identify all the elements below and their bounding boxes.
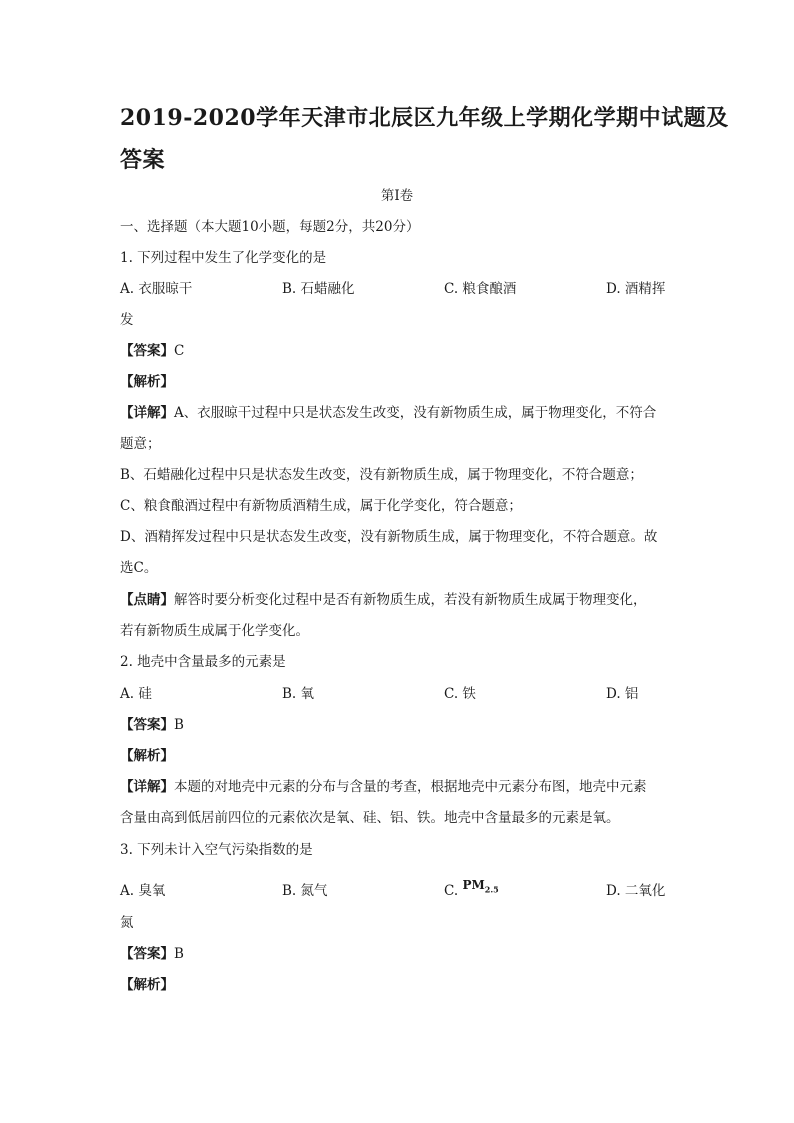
point-text: 解答时要分析变化过程中是否有新物质生成，若没有新物质生成属于物理变化， [174, 592, 647, 608]
volume-heading: 第Ⅰ卷 [380, 188, 414, 204]
q1-answer [120, 341, 184, 361]
q1-point-line2: 若有新物质生成属于化学变化。 [120, 623, 309, 639]
q1-stem: 1. 下列过程中发生了化学变化的是 [120, 250, 327, 266]
q2-option-b: B. 氧 [282, 686, 315, 702]
section-heading: 一、选择题（本大题10小题，每题2分，共20分） [120, 219, 420, 235]
q1-detail-line1 [120, 403, 656, 423]
answer-value: C [174, 343, 185, 359]
q2-analysis-tag: 【解析】 [120, 748, 174, 764]
option-c-prefix: C. [444, 883, 459, 899]
detail-tag: 【详解】 [120, 779, 174, 795]
q1-option-b: B. 石蜡融化 [282, 281, 355, 297]
q2-option-a: A. 硅 [120, 686, 152, 702]
q2-option-d: D. 铝 [606, 686, 639, 702]
q1-detail-line4: C、粮食酿酒过程中有新物质酒精生成，属于化学变化，符合题意； [120, 498, 522, 514]
q1-option-d: D. 酒精挥 [606, 281, 666, 297]
q3-answer [120, 944, 184, 964]
q3-option-d: D. 二氧化 [606, 883, 666, 899]
q1-option-c: C. 粮食酿酒 [444, 281, 517, 297]
document-title-line1: 2019-2020学年天津市北辰区九年级上学期化学期中试题及 [120, 105, 729, 131]
q1-detail-line2: 题意； [120, 436, 161, 452]
q2-detail-line1 [120, 777, 647, 797]
q3-option-b: B. 氮气 [282, 883, 328, 899]
q3-option-c [444, 878, 499, 905]
q1-point-line1 [120, 590, 647, 610]
pm25-formula [462, 875, 498, 899]
q1-detail-line5: D、酒精挥发过程中只是状态发生改变，没有新物质生成，属于物理变化，不符合题意。故 [120, 529, 658, 545]
q3-option-d-continued: 氮 [120, 915, 134, 931]
pm-subscript: 2.5 [484, 884, 499, 895]
detail-text: 本题的对地壳中元素的分布与含量的考查，根据地壳中元素分布图，地壳中元素 [174, 779, 647, 795]
answer-tag: 【答案】 [120, 343, 174, 359]
detail-text: A、衣服晾干过程中只是状态发生改变，没有新物质生成，属于物理变化，不符合 [174, 405, 657, 421]
q3-stem: 3. 下列未计入空气污染指数的是 [120, 842, 313, 858]
answer-tag: 【答案】 [120, 717, 174, 733]
detail-tag: 【详解】 [120, 405, 174, 421]
q2-option-c: C. 铁 [444, 686, 476, 702]
q3-option-a: A. 臭氧 [120, 883, 166, 899]
pm-text: PM [462, 878, 485, 892]
point-tag: 【点睛】 [120, 592, 174, 608]
answer-tag: 【答案】 [120, 946, 174, 962]
answer-value: B [174, 946, 184, 962]
q1-detail-line6: 选C。 [120, 560, 158, 576]
q1-analysis-tag: 【解析】 [120, 374, 174, 390]
q1-option-a: A. 衣服晾干 [120, 281, 193, 297]
q2-detail-line2: 含量由高到低居前四位的元素依次是氧、硅、铝、铁。地壳中含量最多的元素是氧。 [120, 810, 620, 826]
q1-detail-line3: B、石蜡融化过程中只是状态发生改变，没有新物质生成，属于物理变化，不符合题意； [120, 467, 643, 483]
q2-answer [120, 715, 184, 735]
q1-option-d-continued: 发 [120, 312, 134, 328]
q2-stem: 2. 地壳中含量最多的元素是 [120, 654, 286, 670]
document-title-line2: 答案 [120, 147, 166, 173]
answer-value: B [174, 717, 184, 733]
q3-analysis-tag: 【解析】 [120, 977, 174, 993]
